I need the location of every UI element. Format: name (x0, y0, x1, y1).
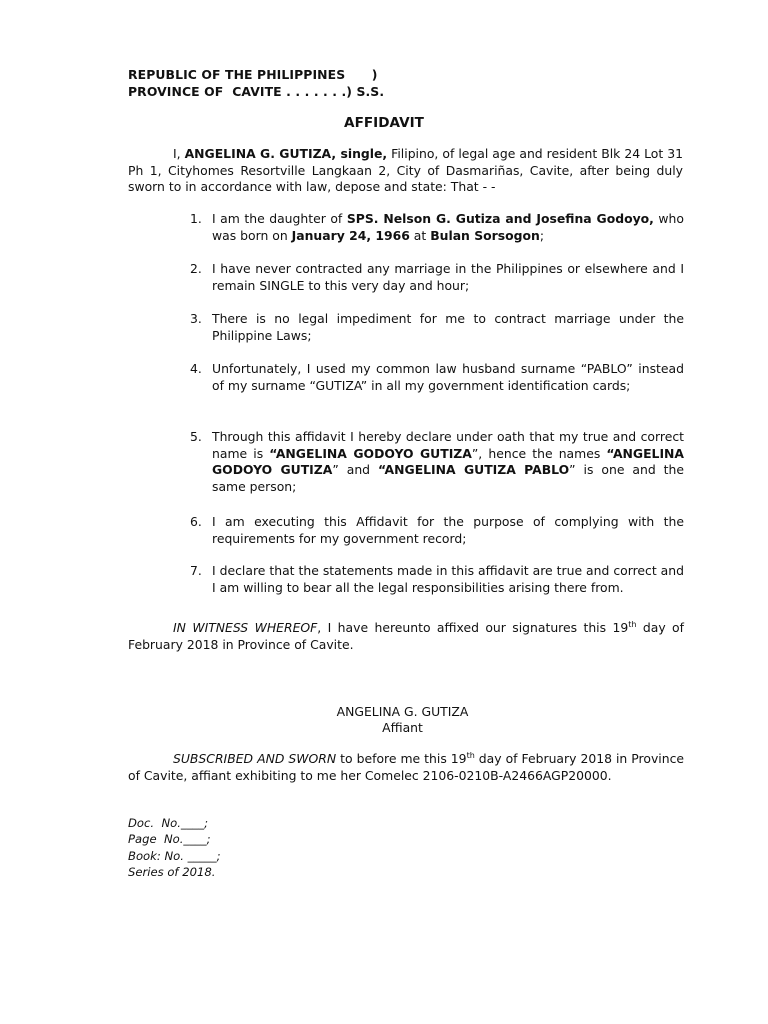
item-5-part-e: ” and (332, 462, 379, 477)
item-text-6: I am executing this Affidavit for the purpose of complying with the requirements for my government record; (212, 514, 684, 546)
item-text-5 (212, 429, 684, 495)
item-5-part-a: Through this affidavit I hereby declare under oath that my true and correct name is (212, 429, 684, 461)
item-text-2: I have never contracted any marriage in the Philippines or elsewhere and I remain SINGLE to this very day and hour; (212, 261, 684, 293)
item-number-2: 2. (190, 261, 202, 276)
notary-doc-no: Doc. No.____; (128, 816, 208, 830)
witness-lead: IN WITNESS WHEREOF (173, 620, 318, 635)
item-text-4: Unfortunately, I used my common law husband surname “PABLO” instead of my surname “GUTIZA” in all my government identification cards; (212, 361, 684, 393)
header-province: PROVINCE OF CAVITE . . . . . . .) S.S. (128, 84, 385, 99)
item-number-6: 6. (190, 514, 202, 529)
witness-text-2: day of February 2018 in Province of Cavite. (128, 620, 684, 652)
intro-paragraph (128, 146, 683, 196)
intro-i: I, (173, 146, 185, 161)
jurat-sup: th (466, 750, 475, 760)
item-text-7: I declare that the statements made in this affidavit are true and correct and I am willing to bear all the legal responsibilities arising there from. (212, 563, 684, 595)
item-5-true-name: “ANGELINA GODOYO GUTIZA (269, 445, 472, 461)
item-1-birthdate: January 24, 1966 (291, 227, 410, 243)
item-text-3: There is no legal impediment for me to contract marriage under the Philippine Laws; (212, 311, 684, 343)
item-5-part-g: ” is one and the same person; (212, 462, 685, 494)
item-1-part-a: I am the daughter of (212, 211, 347, 226)
signature-name: ANGELINA G. GUTIZA (336, 704, 469, 719)
jurat-text-2: day of February 2018 in Province of Cavite, affiant exhibiting to me her Comelec 2106-0210B-A2466AGP20000. (128, 751, 685, 783)
notary-block (128, 815, 220, 880)
item-1-birthplace: Bulan Sorsogon (430, 227, 540, 243)
witness-paragraph (128, 620, 684, 653)
witness-text-1: , I have hereunto affixed our signatures this 19 (317, 620, 629, 635)
item-5-name-2: “ANGELINA GUTIZA PABLO (378, 462, 570, 477)
item-text-1 (212, 211, 684, 244)
notary-series: Series of 2018. (128, 864, 216, 879)
item-1-part-g: ; (539, 227, 545, 243)
item-1-parents: SPS. Nelson G. Gutiza and Josefina Godoyo, (346, 211, 654, 226)
witness-sup: th (628, 619, 637, 629)
document-title: AFFIDAVIT (344, 115, 424, 131)
item-5-part-c: ”, hence the names (471, 445, 607, 461)
jurat-lead: SUBSCRIBED AND SWORN (173, 751, 337, 766)
intro-rest: Filipino, of legal age and resident Blk 24 Lot 31 Ph 1, Cityhomes Resortville Langkaan 2, City of Dasmariñas, Cavite, after being duly sworn to in accordance with law, depose and state: That - - (128, 146, 683, 194)
item-number-1: 1. (190, 211, 202, 226)
item-5-name-1: “ANGELINA GODOYO GUTIZA (212, 445, 685, 477)
item-number-5: 5. (190, 429, 202, 444)
item-number-7: 7. (190, 563, 202, 578)
jurat-paragraph (128, 751, 684, 784)
item-number-3: 3. (190, 311, 202, 326)
notary-book-no: Book: No. _____; (128, 848, 221, 863)
item-1-part-c: who was born on (212, 211, 684, 243)
header-republic: REPUBLIC OF THE PHILIPPINES ) (128, 67, 378, 82)
notary-page-no: Page No.____; (128, 832, 211, 847)
affiant-name-intro: ANGELINA G. GUTIZA, single, (184, 146, 388, 161)
item-number-4: 4. (190, 361, 202, 376)
jurat-text-1: to before me this 19 (336, 751, 467, 766)
signature-role: Affiant (382, 720, 423, 735)
item-1-part-e: at (409, 227, 431, 243)
